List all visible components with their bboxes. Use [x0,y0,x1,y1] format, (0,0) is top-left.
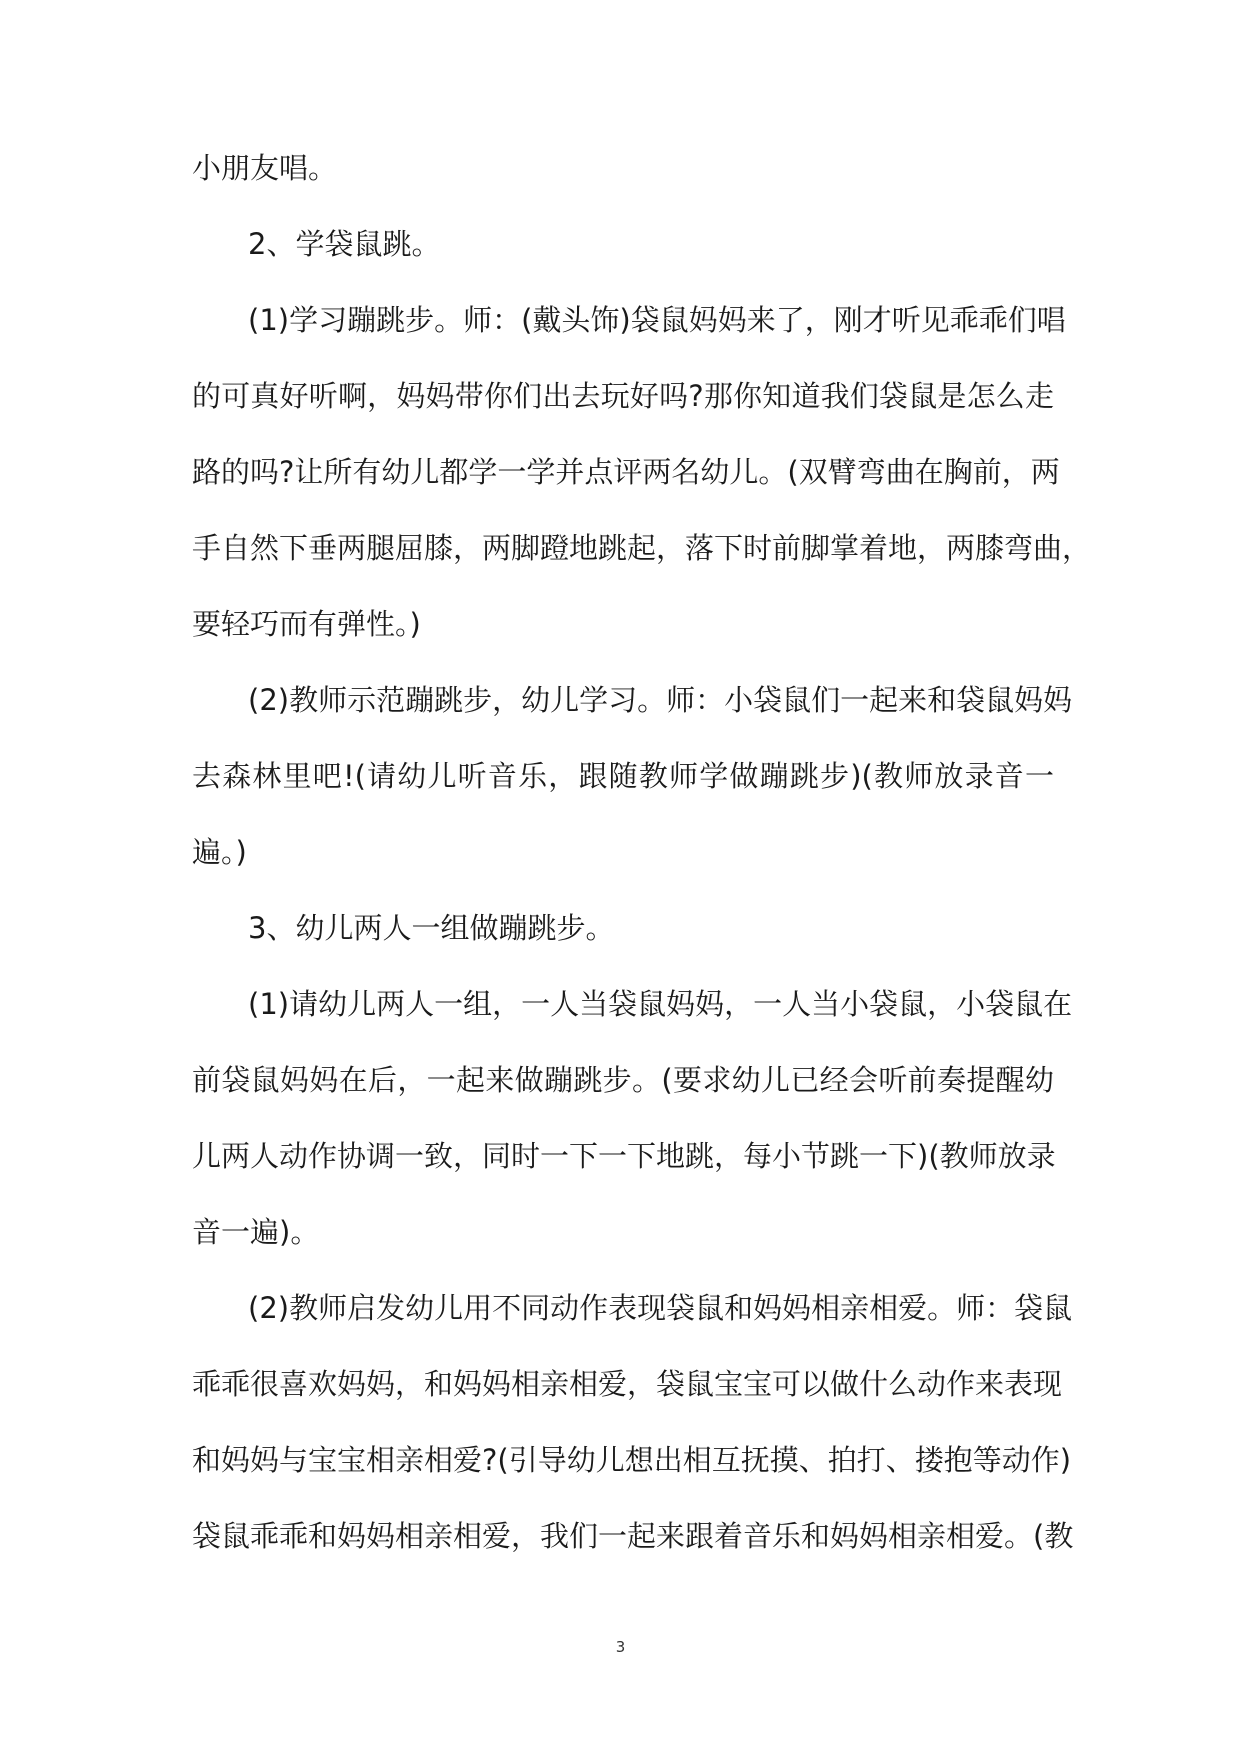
page-number: 3 [615,1638,626,1656]
paragraph-line: (2)教师示范蹦跳步，幼儿学习。师：小袋鼠们一起来和袋鼠妈妈 [248,683,1073,717]
paragraph-line: 要轻巧而有弹性。) [192,607,421,641]
paragraph-line: 的可真好听啊，妈妈带你们出去玩好吗?那你知道我们袋鼠是怎么走 [192,379,1054,413]
paragraph-line: (2)教师启发幼儿用不同动作表现袋鼠和妈妈相亲相爱。师：袋鼠 [248,1291,1073,1325]
paragraph-line: 乖乖很喜欢妈妈，和妈妈相亲相爱，袋鼠宝宝可以做什么动作来表现 [192,1367,1063,1401]
body-text [192,146,1092,1590]
paragraph-line: 去森林里吧!(请幼儿听音乐，跟随教师学做蹦跳步)(教师放录音一 [192,759,1054,793]
section-heading: 2、学袋鼠跳。 [248,227,441,261]
paragraph-line: 和妈妈与宝宝相亲相爱?(引导幼儿想出相互抚摸、拍打、搂抱等动作) [192,1443,1072,1477]
text-line: 小朋友唱。 [192,151,338,185]
section-heading: 3、幼儿两人一组做蹦跳步。 [248,911,615,945]
paragraph-line: 遍。) [192,835,247,869]
paragraph-line: 袋鼠乖乖和妈妈相亲相爱，我们一起来跟着音乐和妈妈相亲相爱。(教 [192,1519,1074,1553]
paragraph-line: (1)请幼儿两人一组，一人当袋鼠妈妈，一人当小袋鼠，小袋鼠在 [248,987,1073,1021]
paragraph-line: (1)学习蹦跳步。师：(戴头饰)袋鼠妈妈来了，刚才听见乖乖们唱 [248,303,1066,337]
paragraph-line: 音一遍)。 [192,1215,320,1249]
paragraph-line: 儿两人动作协调一致，同时一下一下地跳，每小节跳一下)(教师放录 [192,1139,1056,1173]
paragraph-line: 路的吗?让所有幼儿都学一学并点评两名幼儿。(双臂弯曲在胸前，两 [192,455,1060,489]
paragraph-line: 前袋鼠妈妈在后，一起来做蹦跳步。(要求幼儿已经会听前奏提醒幼 [192,1063,1054,1097]
paragraph-line: 手自然下垂两腿屈膝，两脚蹬地跳起，落下时前脚掌着地，两膝弯曲， [192,531,1092,565]
